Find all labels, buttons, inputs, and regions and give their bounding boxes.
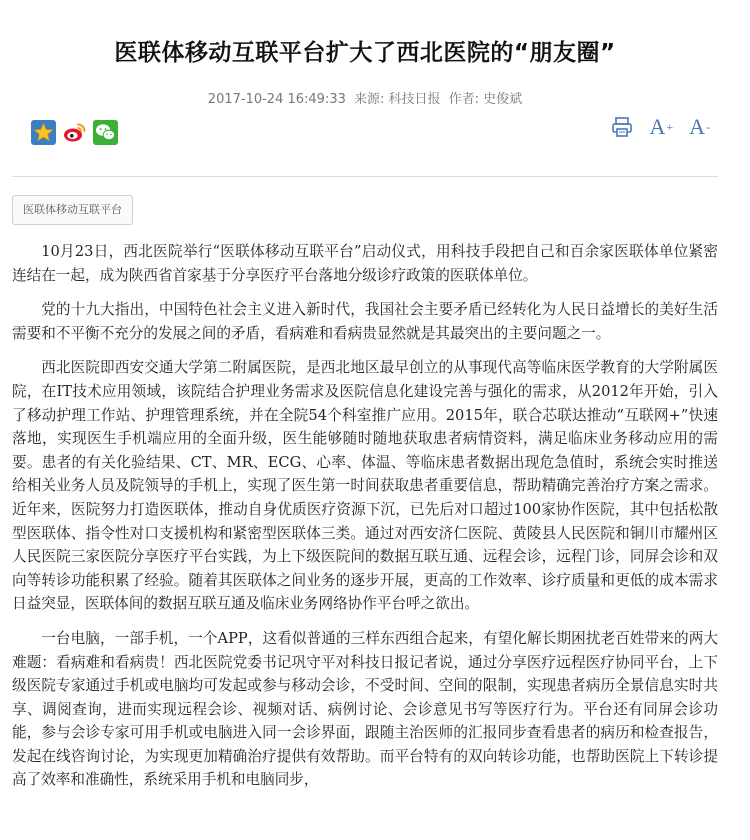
article-title: 医联体移动互联平台扩大了西北医院的“朋友圈”: [114, 40, 616, 66]
article-author: 作者: 史俊斌: [448, 92, 523, 107]
article-tools: [611, 114, 710, 140]
decrease-font-label: A: [689, 114, 705, 139]
article-source: 来源: 科技日报: [354, 92, 441, 107]
publish-datetime: 2017-10-24 16:49:33: [207, 92, 346, 107]
topic-tag[interactable]: 医联体移动互联平台: [12, 195, 133, 225]
weibo-icon[interactable]: [62, 120, 87, 145]
increase-font-sign: +: [666, 120, 674, 134]
decrease-font-sign: -: [706, 120, 710, 134]
article-paragraph: 西北医院即西安交通大学第二附属医院，是西北地区最早创立的从事现代高等临床医学教育的大学附属医院，在IT技术应用领域，该院结合护理业务需求及医院信息化建设完善与强化的需求，从2012年开始，引入了移动护理工作站、护理管理系统，并在全院54个科室推广应用。2015年，联合芯联达推动“互联网+”快速落地，实现医生手机端应用的全面升级，医生能够随时随地获取患者病情资料，满足临床业务移动应用的需要。患者的有关化验结果、CT、MR、ECG、心率、体温、等临床患者数据出现危急值时，系统会实时推送给相关业务人员及院领导的手机上，实现了医生第一时间获取患者重要信息，帮助精确完善治疗方案之需求。近年来，医院努力打造医联体，推动自身优质医疗资源下沉，已先后对口超过100家协作医院，其中包括松散型医联体、指令性对口支援机构和紧密型医联体三类。通过对西安济仁医院、黄陵县人民医院和铜川市耀州区人民医院三家医院分享医疗平台实践，为上下级医院间的数据互联互通、远程会诊，远程门诊，同屏会诊和双向等转诊功能积累了经验。随着其医联体之间业务的逐步开展，更高的工作效率、诊疗质量和更低的成本需求日益突显，医联体间的数据互联互通及临床业务网络协作平台呼之欲出。: [12, 359, 718, 613]
article-body: [12, 240, 718, 803]
decrease-font-button[interactable]: [689, 114, 710, 140]
print-icon[interactable]: [611, 116, 633, 138]
increase-font-button[interactable]: [649, 114, 673, 140]
wechat-icon[interactable]: [93, 120, 118, 145]
share-bar: [31, 120, 118, 145]
article-paragraph: 10月23日，西北医院举行“医联体移动互联平台”启动仪式，用科技手段把自己和百余家医联体单位紧密连结在一起，成为陕西省首家基于分享医疗平台落地分级诊疗政策的医联体单位。: [12, 243, 718, 284]
article-paragraph: 党的十九大指出，中国特色社会主义进入新时代，我国社会主要矛盾已经转化为人民日益增长的美好生活需要和不平衡不充分的发展之间的矛盾，看病难和看病贵显然就是其最突出的主要问题之一。: [12, 301, 718, 342]
article-meta: [0, 88, 730, 107]
qzone-star-icon[interactable]: [31, 120, 56, 145]
header-divider: [12, 176, 718, 177]
increase-font-label: A: [649, 114, 666, 139]
article-paragraph: 一台电脑，一部手机，一个APP，这看似普通的三样东西组合起来，有望化解长期困扰老百姓带来的两大难题：看病难和看病贵！西北医院党委书记巩守平对科技日报记者说，通过分享医疗远程医疗协同平台，上下级医院专家通过手机或电脑均可发起或参与移动会诊，不受时间、空间的限制，实现患者病历全景信息实时共享、调阅查询，进而实现远程会诊、视频对话、病例讨论、会诊意见书写等医疗行为。平台还有同屏会诊功能，参与会诊专家可用手机或电脑进入同一会诊界面，跟随主治医师的汇报同步查看患者的病历和检查报告，发起在线咨询讨论，为实现更加精确治疗提供有效帮助。而平台特有的双向转诊功能，也帮助医院上下转诊提高了效率和准确性，系统采用手机和电脑同步，: [12, 629, 718, 789]
